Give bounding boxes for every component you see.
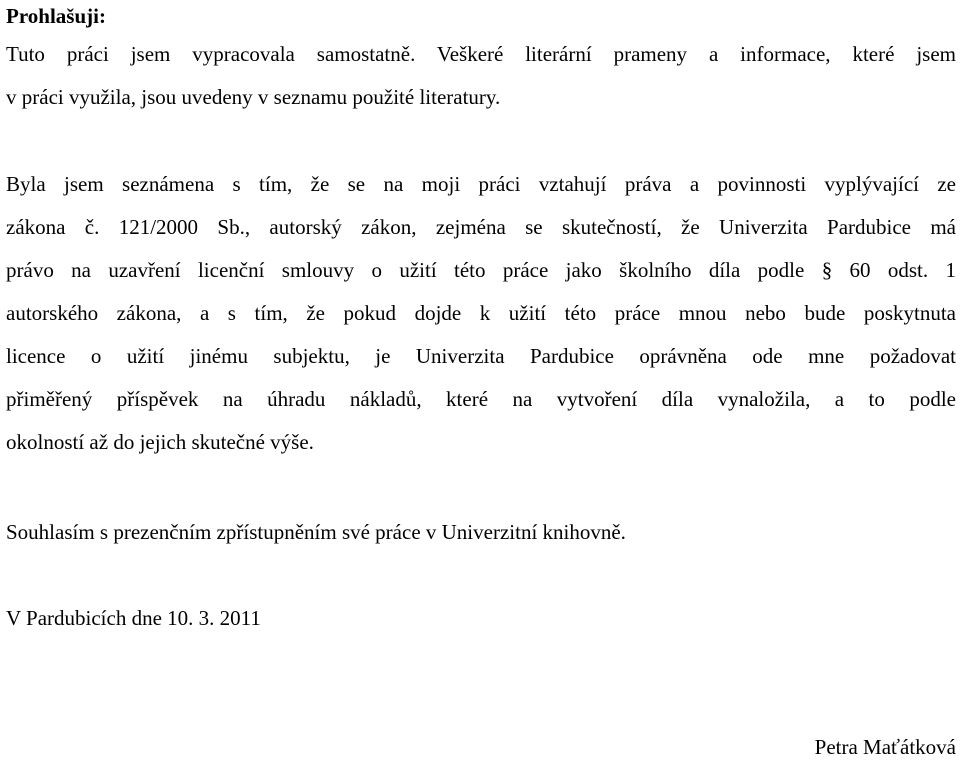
library-consent-paragraph: Souhlasím s prezenčním zpřístupněním své práce v Univerzitní knihovně. [6, 520, 626, 544]
paragraph-line: přiměřený příspěvek na úhradu nákladů, které na vytvoření díla vynaložila, a to podle [6, 387, 956, 411]
paragraph-line: zákona č. 121/2000 Sb., autorský zákon, zejména se skutečností, že Univerzita Pardubice má [6, 215, 956, 239]
paragraph-line: v práci využila, jsou uvedeny v seznamu použité literatury. [6, 85, 501, 109]
copyright-paragraph [6, 163, 956, 464]
author-signature: Petra Maťátková [814, 735, 956, 759]
declaration-heading: Prohlašuji: [6, 4, 106, 28]
paragraph-line: okolností až do jejich skutečné výše. [6, 430, 314, 454]
originality-paragraph [6, 33, 956, 119]
paragraph-line: Tuto práci jsem vypracovala samostatně. Veškeré literární prameny a informace, které jsem [6, 42, 956, 66]
paragraph-line: právo na uzavření licenční smlouvy o užití této práce jako školního díla podle § 60 odst. 1 [6, 258, 956, 282]
place-and-date: V Pardubicích dne 10. 3. 2011 [6, 606, 261, 630]
paragraph-line: licence o užití jinému subjektu, je Univerzita Pardubice oprávněna ode mne požadovat [6, 344, 956, 368]
paragraph-line: autorského zákona, a s tím, že pokud dojde k užití této práce mnou nebo bude poskytnuta [6, 301, 956, 325]
paragraph-line: Byla jsem seznámena s tím, že se na moji práci vztahují práva a povinnosti vyplývající ze [6, 172, 956, 196]
